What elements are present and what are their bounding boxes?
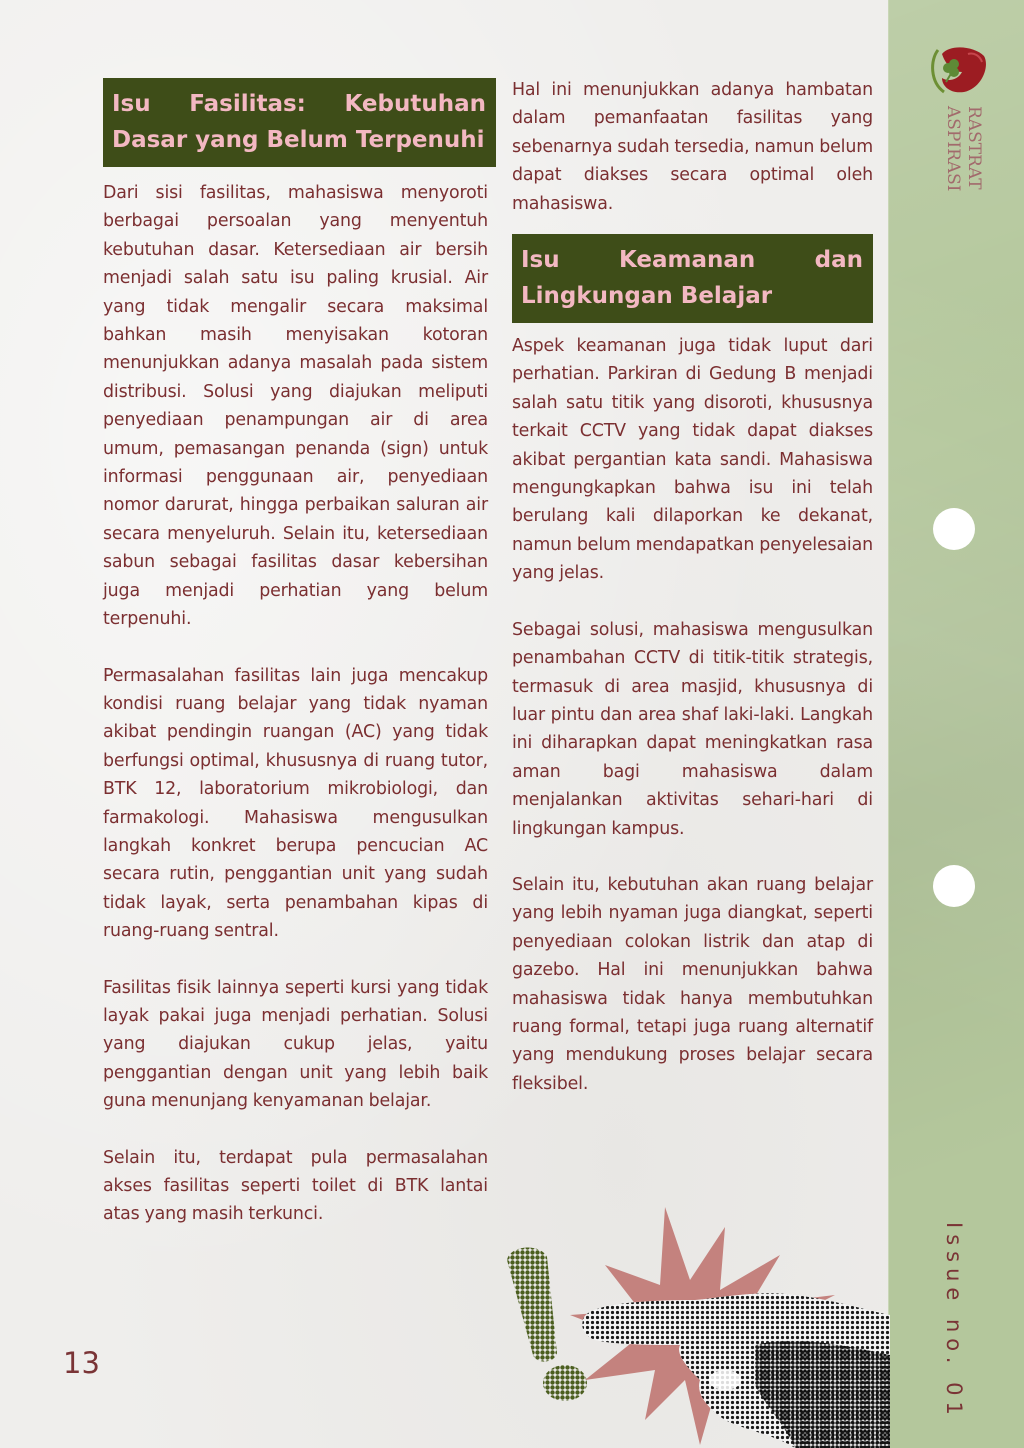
right-column <box>512 76 873 1098</box>
intro-paragraph: Hal ini menunjukkan adanya hambatan dalam pemanfaatan fasilitas yang sebenarnya sudah tersedia, namun belum dapat diakses secara optimal oleh mahasiswa. <box>512 80 873 214</box>
paragraph: Selain itu, kebutuhan akan ruang belajar yang lebih nyaman juga diangkat, seperti penyediaan colokan listrik dan atap di gazebo. Hal ini menunjukkan bahwa mahasiswa tidak hanya membutuhkan ruang formal, tetapi juga ruang alternatif yang mendukung proses belajar secara fleksibel. <box>512 874 873 1094</box>
paragraph: Permasalahan fasilitas lain juga mencakup kondisi ruang belajar yang tidak nyaman akibat pendingin ruangan (AC) yang tidak berfungsi optimal, khususnya di ruang tutor, BTK 12, laboratorium mikrobiologi, dan farmakologi. Mahasiswa mengusulkan langkah konkret berupa pencucian AC secara rutin, penggantian unit yang sudah tidak layak, serta penambahan kipas di ruang-ruang sentral. <box>103 665 488 942</box>
paragraph: Selain itu, terdapat pula permasalahan akses fasilitas seperti toilet di BTK lantai atas yang masih terkunci. <box>103 1147 488 1225</box>
brand-line-1: RASTRAT <box>964 106 984 190</box>
brand-logo <box>928 42 1000 222</box>
brand-line-2: ASPIRASI <box>943 106 963 192</box>
binder-hole <box>933 865 975 907</box>
brand-name <box>942 106 984 222</box>
paragraph: Aspek keamanan juga tidak luput dari perhatian. Parkiran di Gedung B menjadi salah satu titik yang disoroti, khususnya terkait CCTV yang tidak dapat diakses akibat pergantian kata sandi. Mahasiswa mengungkapkan bahwa isu ini telah berulang kali dilaporkan ke dekanat, namun belum mendapatkan penyelesaian yang jelas. <box>512 336 873 584</box>
halftone-exclamation-icon <box>507 1248 587 1401</box>
section-heading-security: Isu Keamanan dan Lingkungan Belajar <box>512 234 873 323</box>
paragraph: Fasilitas fisik lainnya seperti kursi yang tidak layak pakai juga menjadi perhatian. Solusi yang diajukan cukup jelas, yaitu penggantian dengan unit yang lebih baik guna menunjang kenyamanan belajar. <box>103 977 488 1112</box>
section-heading-facilities: Isu Fasilitas: Kebutuhan Dasar yang Belum Terpenuhi <box>103 78 496 167</box>
binder-hole <box>933 508 975 550</box>
pointing-hand-illustration <box>495 1205 890 1448</box>
page-number: 13 <box>63 1346 100 1380</box>
paragraph: Sebagai solusi, mahasiswa mengusulkan penambahan CCTV di titik-titik strategis, termasuk di area masjid, khususnya di luar pintu dan area shaf laki-laki. Langkah ini diharapkan dapat meningkatkan rasa aman bagi mahasiswa dalam menjalankan aktivitas sehari-hari di lingkungan kampus. <box>512 619 873 839</box>
rose-clover-logo-icon <box>928 42 988 102</box>
paragraph: Dari sisi fasilitas, mahasiswa menyoroti berbagai persoalan yang menyentuh kebutuhan dasar. Ketersediaan air bersih menjadi salah satu isu paling krusial. Air yang tidak mengalir secara maksimal bahkan masih menyisakan kotoran menunjukkan adanya masalah pada sistem distribusi. Solusi yang diajukan meliputi penyediaan penampungan air di area umum, pemasangan penanda (sign) untuk informasi penggunaan air, penyediaan nomor darurat, hingga perbaikan saluran air secara menyeluruh. Selain itu, ketersediaan sabun sebagai fasilitas dasar kebersihan juga menjadi perhatian yang belum terpenuhi. <box>103 183 488 630</box>
issue-label: Issue no. 01 <box>942 1222 966 1421</box>
left-column <box>103 78 488 1229</box>
